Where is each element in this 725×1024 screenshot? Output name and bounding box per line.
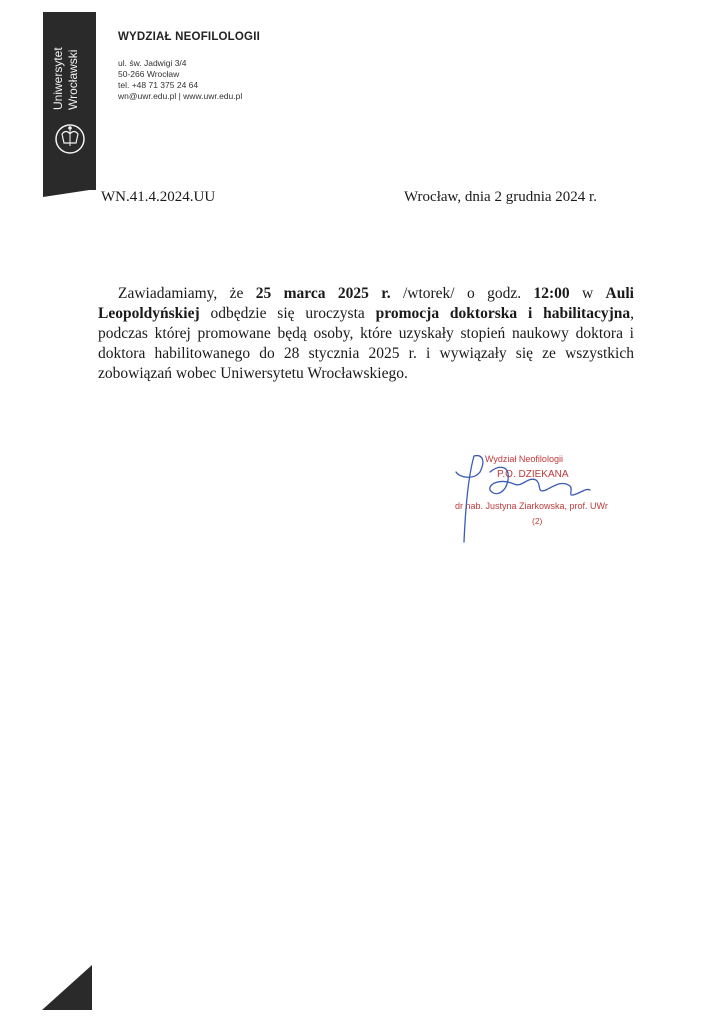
body-text-4: odbędzie się uroczysta — [199, 305, 376, 322]
notice-paragraph — [98, 284, 634, 384]
handwritten-signature — [430, 450, 630, 550]
event-name: promocja doktorska i habilitacyjna — [375, 305, 631, 322]
faculty-name: WYDZIAŁ NEOFILOLOGII — [118, 31, 260, 43]
footer-corner-mark — [42, 965, 92, 1010]
stamp-signatory: dr hab. Justyna Ziarkowska, prof. UWr — [455, 501, 608, 511]
reference-number: WN.41.4.2024.UU — [101, 189, 216, 205]
body-text-1: Zawiadamiamy, że — [118, 285, 256, 302]
address-contact: wn@uwr.edu.pl | www.uwr.edu.pl — [118, 91, 243, 101]
event-time: 12:00 — [533, 285, 570, 302]
address-street: ul. św. Jadwigi 3/4 — [118, 58, 187, 68]
stamp-title: P.O. DZIEKANA — [497, 469, 569, 480]
stamp-number: (2) — [532, 516, 543, 526]
dean-stamp — [430, 450, 630, 550]
stamp-faculty: Wydział Neofilologii — [485, 454, 563, 464]
band-bottom-edge — [43, 189, 96, 197]
university-logo-band — [43, 12, 96, 190]
address-phone: tel. +48 71 375 24 64 — [118, 80, 199, 90]
place-and-date: Wrocław, dnia 2 grudnia 2024 r. — [404, 189, 597, 205]
body-text-3: w — [569, 285, 606, 302]
faculty-address — [118, 58, 242, 102]
university-name-line2: Wrocławski — [66, 49, 80, 110]
event-date: 25 marca 2025 r. — [255, 285, 391, 302]
body-text-5: , podczas której promowane będą osoby, które uzyskały stopień naukowy doktora i doktora habilitowanego do 28 stycznia 2025 r. i wywiązały się ze wszystkich zobowiązań wobec Uniwersytetu Wrocławskiego. — [98, 305, 634, 382]
university-name-line1: Uniwersytet — [51, 47, 65, 110]
address-city: 50-266 Wrocław — [118, 69, 180, 79]
event-place: Auli Leopoldyńskiej — [98, 285, 634, 322]
crest-icon — [43, 12, 96, 190]
body-text-2: /wtorek/ o godz. — [390, 285, 534, 302]
